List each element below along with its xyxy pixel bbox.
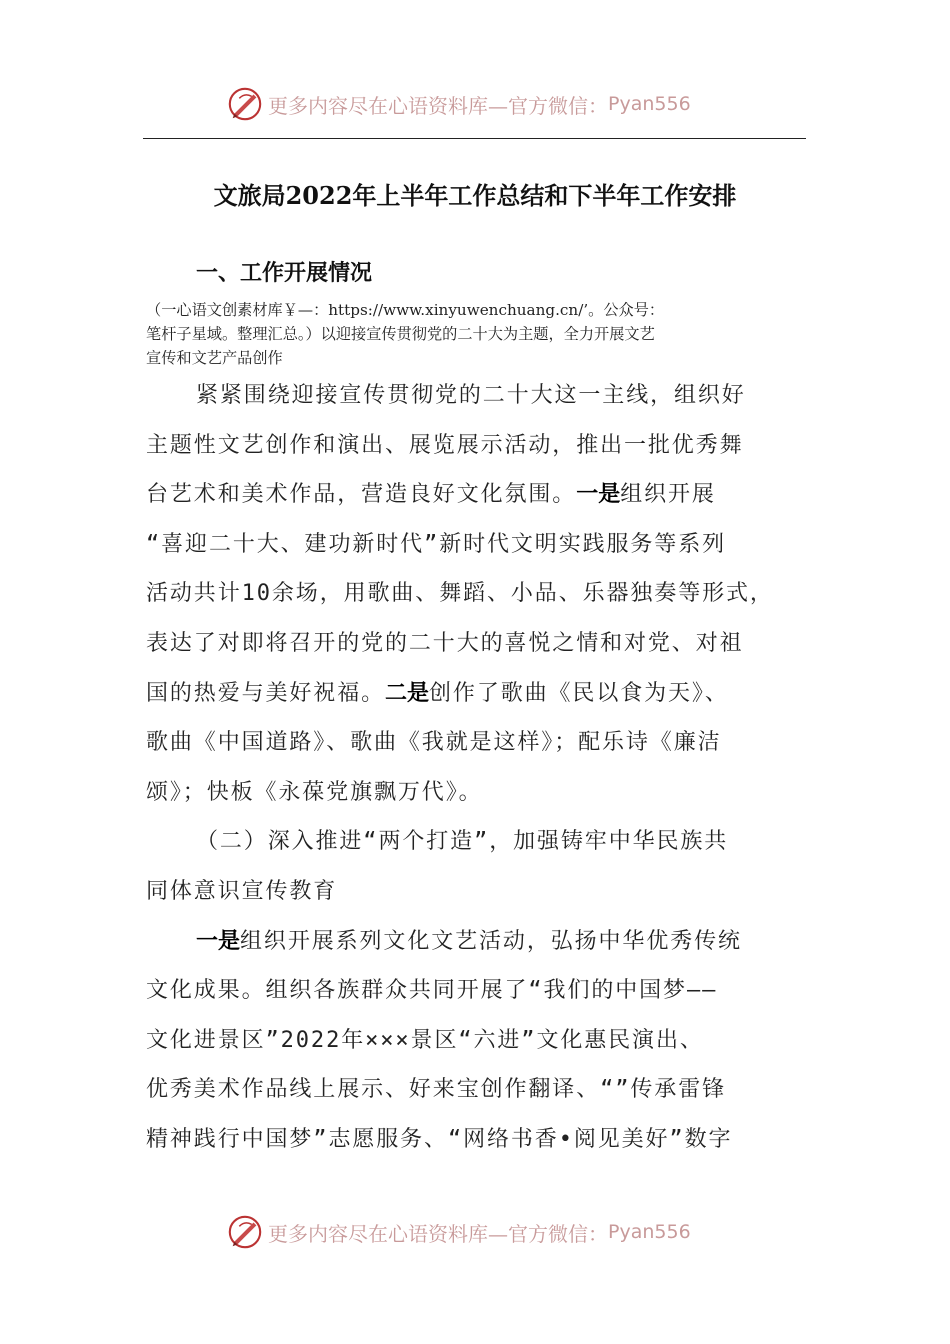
header-watermark-banner — [0, 82, 950, 126]
note-line: 宣传和文艺产品创作 — [146, 349, 283, 367]
note-line: 笔杆子星域。整理汇总。）以迎接宣传贯彻党的二十大为主题，全力开展文艺 — [146, 325, 655, 343]
paragraph-line — [146, 924, 810, 974]
pen-logo-icon — [226, 1213, 264, 1251]
text-run: 国的热爱与美好祝福。 — [146, 680, 386, 706]
header-divider — [143, 138, 806, 139]
section-heading: 一、工作开展情况 — [196, 261, 373, 286]
paragraph-line — [146, 477, 810, 527]
paragraph-line: 活动共计10余场，用歌曲、舞蹈、小品、乐器独奏等形式， — [146, 581, 774, 607]
footer-watermark-banner — [0, 1210, 950, 1254]
paragraph-line: 文化进景区”2022年×××景区“六进”文化惠民演出、 — [146, 1027, 704, 1053]
document-body — [146, 378, 810, 1172]
pen-logo-icon — [226, 85, 264, 123]
source-note — [146, 298, 806, 370]
paragraph-line: 主题性文艺创作和演出、展览展示活动，推出一批优秀舞 — [146, 432, 744, 458]
banner-wechat-id: Pyan556 — [608, 1221, 691, 1243]
paragraph-line: 歌曲《中国道路》、歌曲《我就是这样》；配乐诗《廉洁 — [146, 730, 722, 756]
paragraph-line: 优秀美术作品线上展示、好来宝创作翻译、“”传承雷锋 — [146, 1077, 726, 1103]
paragraph-line: “喜迎二十大、建功新时代”新时代文明实践服务等系列 — [146, 531, 726, 557]
banner-text: 更多内容尽在心语资料库—官方微信： — [268, 93, 608, 118]
text-run: 组织开展系列文化文艺活动，弘扬中华优秀传统 — [240, 928, 742, 954]
paragraph-line: 精神践行中国梦”志愿服务、“网络书香•阅见美好”数字 — [146, 1126, 733, 1152]
bold-marker: 二是 — [385, 680, 430, 706]
paragraph-line: 表达了对即将召开的党的二十大的喜悦之情和对党、对祖 — [146, 630, 744, 656]
banner-text: 更多内容尽在心语资料库—官方微信： — [268, 1221, 608, 1246]
document-title: 文旅局2022年上半年工作总结和下半年工作安排 — [213, 181, 737, 210]
note-line: （一心语文创素材库￥—：https://www.xinyuwenchuang.cn/’。公众号： — [146, 301, 665, 319]
subheading-line: （二）深入推进“两个打造”，加强铸牢中华民族共 — [196, 829, 729, 855]
subheading-line: 同体意识宣传教育 — [146, 878, 338, 904]
bold-marker: 一是 — [196, 928, 241, 954]
bold-marker: 一是 — [576, 482, 621, 508]
paragraph-line: 紧紧围绕迎接宣传贯彻党的二十大这一主线，组织好 — [196, 383, 746, 408]
text-run: 台艺术和美术作品，营造良好文化氛围。 — [146, 482, 577, 508]
paragraph-line — [146, 676, 810, 726]
text-run: 组织开展 — [620, 482, 716, 508]
banner-wechat-id: Pyan556 — [608, 93, 691, 115]
paragraph-line: 文化成果。组织各族群众共同开展了“我们的中国梦—— — [146, 978, 718, 1004]
text-run: 创作了歌曲《民以食为天》、 — [429, 680, 729, 706]
paragraph-line: 颂》；快板《永葆党旗飘万代》。 — [146, 779, 483, 805]
